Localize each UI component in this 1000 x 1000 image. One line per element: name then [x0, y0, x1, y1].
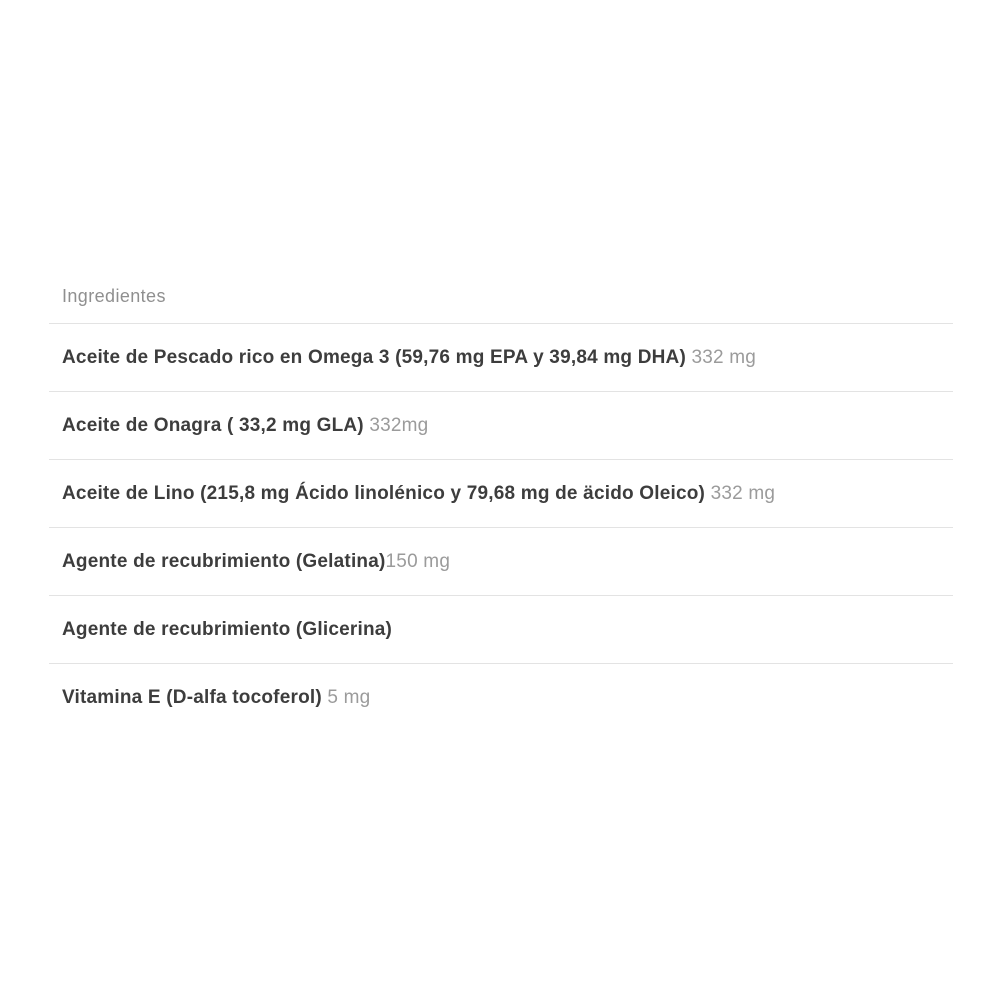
ingredient-amount: 332 mg [705, 482, 776, 504]
ingredient-row [49, 527, 953, 595]
ingredient-amount: 5 mg [321, 686, 371, 708]
ingredient-row [49, 323, 953, 391]
ingredient-name: Aceite de Onagra ( 33,2 mg GLA) [62, 414, 364, 436]
ingredient-name: Agente de recubrimiento (Glicerina) [62, 618, 393, 640]
ingredients-section [49, 270, 953, 731]
ingredient-amount: 332 mg [686, 346, 757, 368]
ingredient-row [49, 595, 953, 663]
ingredient-name: Vitamina E (D-alfa tocoferol) [62, 686, 322, 708]
ingredient-name: Aceite de Pescado rico en Omega 3 (59,76 mg EPA y 39,84 mg DHA) [62, 346, 687, 368]
ingredient-row [49, 663, 953, 731]
ingredient-name: Agente de recubrimiento (Gelatina) [62, 550, 386, 572]
section-title: Ingredientes [62, 286, 166, 306]
ingredient-row [49, 391, 953, 459]
ingredient-amount: 150 mg [385, 550, 451, 572]
ingredient-amount: 332mg [363, 414, 429, 436]
ingredient-row [49, 459, 953, 527]
ingredient-name: Aceite de Lino (215,8 mg Ácido linolénico y 79,68 mg de äcido Oleico) [62, 482, 706, 504]
